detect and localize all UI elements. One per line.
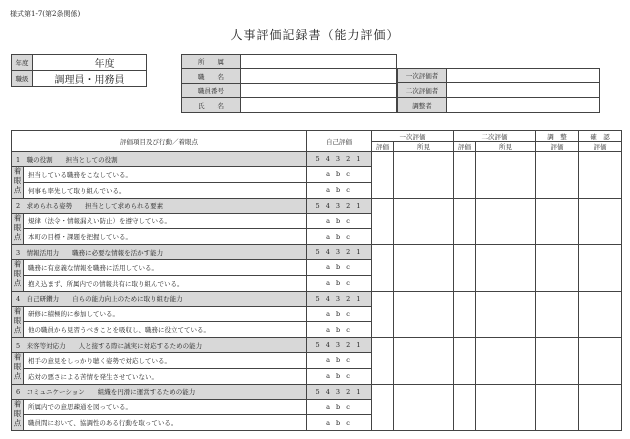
confirm-eval-cell[interactable] (579, 338, 622, 385)
header-right-box (397, 68, 600, 113)
first-eval-score-cell[interactable] (372, 152, 394, 199)
first-eval-opinion-cell[interactable] (394, 384, 454, 431)
self-eval-scale[interactable]: 5 4 3 2 1 (307, 338, 372, 353)
first-eval-score-cell[interactable] (372, 338, 394, 385)
self-eval-sub-scale[interactable]: a b c (307, 229, 372, 245)
item-header: 評価項目及び行動／着眼点 (12, 131, 307, 152)
evaluation-table (11, 130, 622, 431)
first-eval-score-cell[interactable] (372, 245, 394, 292)
second-eval-opinion-cell[interactable] (476, 245, 536, 292)
first-eval-score-header: 評価 (372, 142, 394, 152)
section-title: 2 求められる姿勢 担当として求められる要素 (12, 198, 307, 213)
section-title: 1 職の役割 担当としての役割 (12, 152, 307, 167)
staff-number-label: 職員番号 (182, 84, 241, 98)
self-eval-header: 自己評価 (307, 131, 372, 152)
second-eval-opinion-cell[interactable] (476, 291, 536, 338)
adjuster-label: 調整者 (398, 98, 447, 113)
first-eval-opinion-header: 所見 (394, 142, 454, 152)
focus-point-text: 何事も率先して取り組んでいる。 (24, 182, 307, 198)
focus-point-label: 着眼点 (13, 213, 22, 242)
first-eval-opinion-cell[interactable] (394, 152, 454, 199)
self-eval-sub-scale[interactable]: a b c (307, 399, 372, 415)
self-eval-sub-scale[interactable]: a b c (307, 368, 372, 384)
second-eval-opinion-cell[interactable] (476, 338, 536, 385)
second-eval-score-cell[interactable] (454, 291, 476, 338)
second-eval-score-cell[interactable] (454, 245, 476, 292)
name-label: 氏 名 (182, 98, 241, 113)
focus-point-text: 相手の意見をしっかり聴く姿勢で対応している。 (24, 353, 307, 369)
section-title: 4 自己研鑽力 自らの能力向上のために取り組む能力 (12, 291, 307, 306)
focus-point-text: 職員間において、協調性のある行動を取っている。 (24, 415, 307, 431)
first-eval-opinion-cell[interactable] (394, 245, 454, 292)
self-eval-scale[interactable]: 5 4 3 2 1 (307, 152, 372, 167)
affiliation-label: 所 属 (182, 55, 241, 69)
self-eval-sub-scale[interactable]: a b c (307, 213, 372, 229)
first-eval-opinion-cell[interactable] (394, 338, 454, 385)
second-eval-score-header: 評価 (454, 142, 476, 152)
adjust-eval-cell[interactable] (536, 245, 579, 292)
second-evaluator-field[interactable] (447, 83, 600, 98)
staff-number-field[interactable] (241, 84, 397, 98)
job-value: 調理員・用務員 (33, 71, 147, 87)
affiliation-field[interactable] (241, 55, 397, 69)
self-eval-sub-scale[interactable]: a b c (307, 167, 372, 183)
focus-point-text: 他の職員から見習うべきことを吸収し、職務に役立てている。 (24, 322, 307, 338)
focus-point-label: 着眼点 (13, 399, 22, 428)
confirm-eval-cell[interactable] (579, 152, 622, 199)
focus-point-text: 所属内での意思疎通を図っている。 (24, 399, 307, 415)
adjust-eval-cell[interactable] (536, 384, 579, 431)
second-eval-score-cell[interactable] (454, 384, 476, 431)
second-evaluator-label: 二次評価者 (398, 83, 447, 98)
form-number: 様式第1-7(第2条関係) (10, 10, 81, 18)
second-eval-header: 二次評価 (454, 131, 536, 142)
adjuster-field[interactable] (447, 98, 600, 113)
first-eval-score-cell[interactable] (372, 291, 394, 338)
year-label: 年度 (12, 55, 33, 71)
name-field[interactable] (241, 98, 397, 113)
first-eval-score-cell[interactable] (372, 198, 394, 245)
adjust-eval-cell[interactable] (536, 291, 579, 338)
self-eval-sub-scale[interactable]: a b c (307, 275, 372, 291)
confirm-eval-header: 評価 (579, 142, 622, 152)
section-title: 3 情報活用力 職務に必要な情報を活かす能力 (12, 245, 307, 260)
adjust-eval-header: 評価 (536, 142, 579, 152)
first-evaluator-field[interactable] (447, 69, 600, 83)
confirm-eval-cell[interactable] (579, 291, 622, 338)
self-eval-sub-scale[interactable]: a b c (307, 260, 372, 276)
second-eval-opinion-header: 所見 (476, 142, 536, 152)
section-title: 6 コミュニケーション 組織を円滑に運営するための能力 (12, 384, 307, 399)
header-left-box (11, 54, 147, 87)
self-eval-sub-scale[interactable]: a b c (307, 322, 372, 338)
adjust-eval-cell[interactable] (536, 198, 579, 245)
focus-point-label: 着眼点 (13, 167, 22, 196)
confirm-eval-cell[interactable] (579, 245, 622, 292)
second-eval-score-cell[interactable] (454, 152, 476, 199)
focus-point-text: 研修に積極的に参加している。 (24, 306, 307, 322)
adjust-eval-cell[interactable] (536, 338, 579, 385)
focus-point-text: 抱え込まず、所属内での情報共有に取り組んでいる。 (24, 275, 307, 291)
job-label: 職級 (12, 71, 33, 87)
second-eval-opinion-cell[interactable] (476, 152, 536, 199)
self-eval-scale[interactable]: 5 4 3 2 1 (307, 384, 372, 399)
second-eval-score-cell[interactable] (454, 198, 476, 245)
self-eval-scale[interactable]: 5 4 3 2 1 (307, 291, 372, 306)
year-field[interactable] (33, 55, 147, 71)
self-eval-scale[interactable]: 5 4 3 2 1 (307, 245, 372, 260)
position-field[interactable] (241, 69, 397, 84)
section-title: 5 来客等対応力 人と接する際に誠実に対応するための能力 (12, 338, 307, 353)
first-eval-header: 一次評価 (372, 131, 454, 142)
focus-point-text: 規律（法令・情報漏えい防止）を遵守している。 (24, 213, 307, 229)
focus-point-text: 職務に有意義な情報を職務に活用している。 (24, 260, 307, 276)
position-label: 職 名 (182, 69, 241, 84)
second-eval-opinion-cell[interactable] (476, 198, 536, 245)
year-value: 年度 (94, 59, 115, 70)
first-evaluator-label: 一次評価者 (398, 69, 447, 83)
focus-point-text: 応対の悪さによる苦情を発生させていない。 (24, 368, 307, 384)
confirm-header: 確 認 (579, 131, 622, 142)
first-eval-opinion-cell[interactable] (394, 291, 454, 338)
self-eval-sub-scale[interactable]: a b c (307, 415, 372, 431)
second-eval-score-cell[interactable] (454, 338, 476, 385)
confirm-eval-cell[interactable] (579, 384, 622, 431)
focus-point-text: 本町の目標・課題を把握している。 (24, 229, 307, 245)
page-title: 人事評価記録書（能力評価） (230, 28, 400, 42)
self-eval-scale[interactable]: 5 4 3 2 1 (307, 198, 372, 213)
focus-point-text: 担当している職務をこなしている。 (24, 167, 307, 183)
header-mid-box (181, 54, 397, 113)
self-eval-sub-scale[interactable]: a b c (307, 182, 372, 198)
second-eval-opinion-cell[interactable] (476, 384, 536, 431)
confirm-eval-cell[interactable] (579, 198, 622, 245)
adjust-header: 調 整 (536, 131, 579, 142)
self-eval-sub-scale[interactable]: a b c (307, 353, 372, 369)
focus-point-label: 着眼点 (13, 260, 22, 289)
first-eval-opinion-cell[interactable] (394, 198, 454, 245)
focus-point-label: 着眼点 (13, 353, 22, 382)
first-eval-score-cell[interactable] (372, 384, 394, 431)
adjust-eval-cell[interactable] (536, 152, 579, 199)
focus-point-label: 着眼点 (13, 306, 22, 335)
self-eval-sub-scale[interactable]: a b c (307, 306, 372, 322)
